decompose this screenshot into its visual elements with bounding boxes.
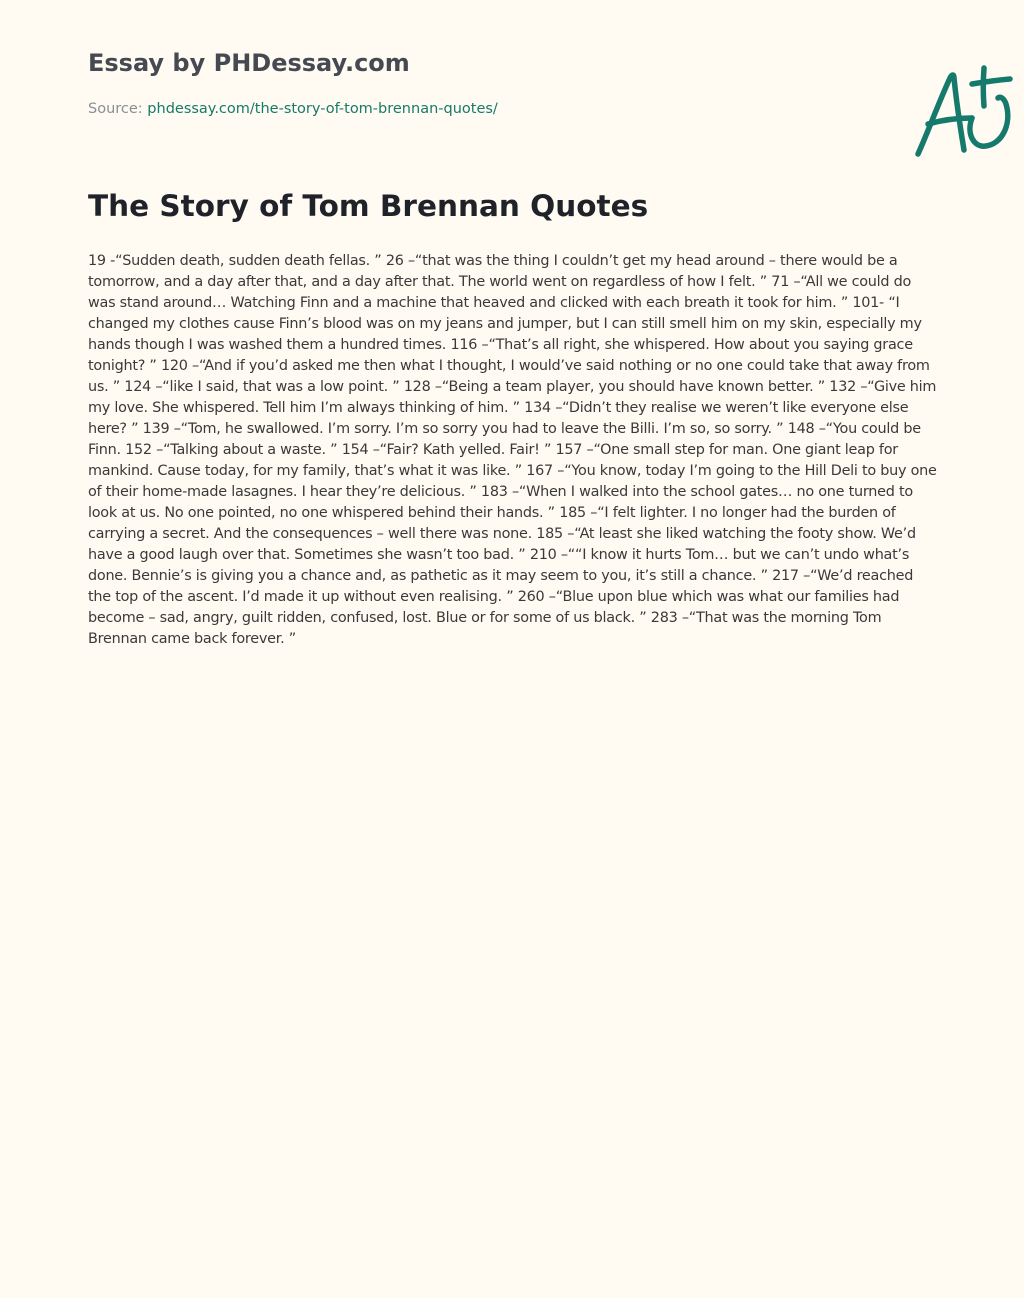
a-plus-logo-icon [914,64,1016,160]
source-link[interactable]: phdessay.com/the-story-of-tom-brennan-quotes/ [147,101,498,117]
source-line [88,101,498,117]
site-title: Essay by PHDessay.com [88,49,410,77]
document-title: The Story of Tom Brennan Quotes [88,189,649,223]
document-body: 19 -“Sudden death, sudden death fellas. ” 26 –“that was the thing I couldn’t get my head around – there would be a tomorrow, and a day after that, and a day after that. The world went on regardless of how I felt. ” 71 –“All we could do was stand around… Watching Finn and a machine that heaved and clicked with each breath it took for him. ” 101- “I changed my clothes cause Finn’s blood was on my jeans and jumper, but I can still smell him on my skin, especially my hands though I was washed them a hundred times. 116 –“That’s all right, she whispered. How about you saying grace tonight? ” 120 –“And if you’d asked me then what I thought, I would’ve said nothing or no one could take that away from us. ” 124 –“like I said, that was a low point. ” 128 –“Being a team player, you should have known better. ” 132 –“Give him my love. She whispered. Tell him I’m always thinking of him. ” 134 –“Didn’t they realise we weren’t like everyone else here? ” 139 –“Tom, he swallowed. I’m sorry. I’m so sorry you had to leave the Billi. I’m so, so sorry. ” 148 –“You could be Finn. 152 –“Talking about a waste. ” 154 –“Fair? Kath yelled. Fair! ” 157 –“One small step for man. One giant leap for mankind. Cause today, for my family, that’s what it was like. ” 167 –“You know, today I’m going to the Hill Deli to buy one of their home-made lasagnes. I hear they’re delicious. ” 183 –“When I walked into the school gates… no one turned to look at us. No one pointed, no one whispered behind their hands. ” 185 –“I felt lighter. I no longer had the burden of carrying a secret. And the consequences – well there was none. 185 –“At least she liked watching the footy show. We’d have a good laugh over that. Sometimes she wasn’t too bad. ” 210 –““I know it hurts Tom… but we can’t undo what’s done. Bennie’s is giving you a chance and, as pathetic as it may seem to you, it’s still a chance. ” 217 –“We’d reached the top of the ascent. I’d made it up without even realising. ” 260 –“Blue upon blue which was what our families had become – sad, angry, guilt ridden, confused, lost. Blue or for some of us black. ” 283 –“That was the morning Tom Brennan came back forever. ” [88,253,937,647]
source-label: Source: [88,101,148,117]
